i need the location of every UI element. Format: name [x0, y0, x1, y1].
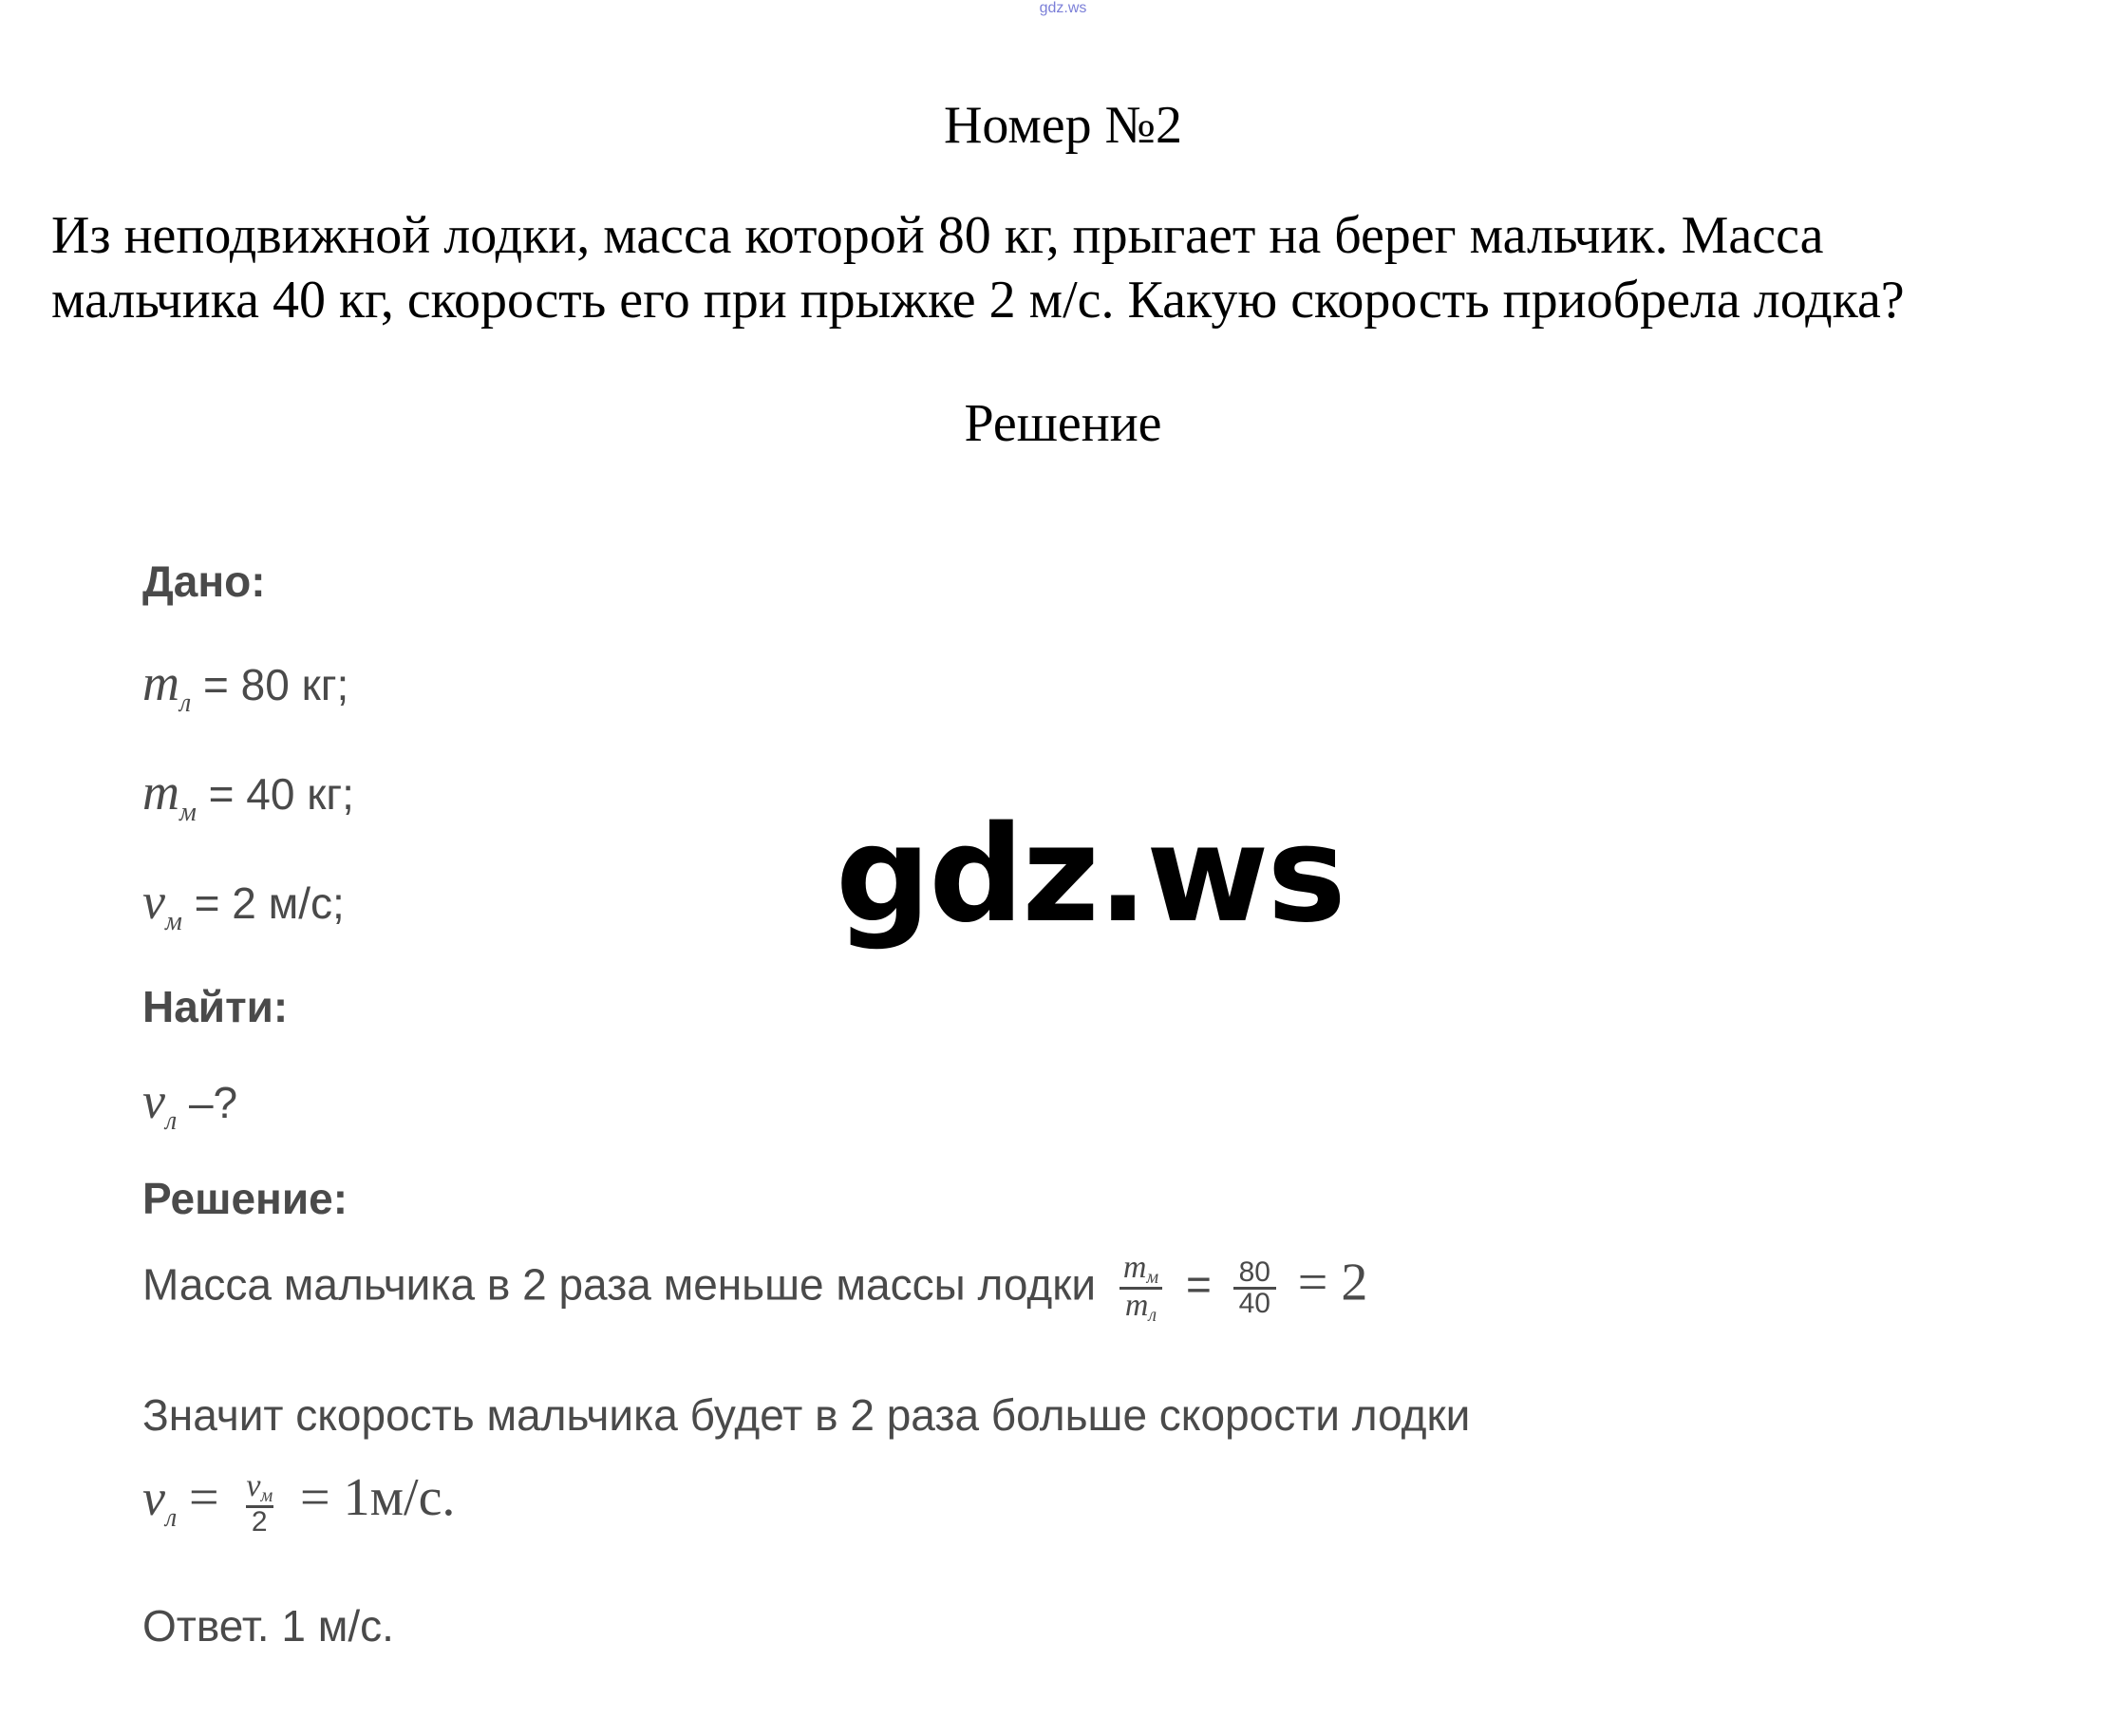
- solution-heading: Решение: [964, 394, 1162, 453]
- speed-formula: [142, 1467, 455, 1537]
- numerator-subscript: м: [260, 1484, 273, 1506]
- symbol: v: [142, 1072, 165, 1129]
- step1-line: [142, 1252, 1367, 1325]
- step1-text: Масса мальчика в 2 раза меньше массы лодки: [142, 1259, 1097, 1310]
- result: = 2: [1297, 1253, 1368, 1312]
- result: = 1м/с.: [299, 1468, 456, 1527]
- step2-text: Значит скорость мальчика будет в 2 раза больше скорости лодки: [142, 1390, 1471, 1440]
- subscript: м: [179, 798, 197, 827]
- problem-line-1: Из неподвижной лодки, масса которой 80 кг, прыгает на берег мальчик. Масса: [51, 206, 1824, 265]
- numerator: 80: [1238, 1256, 1270, 1288]
- site-link[interactable]: gdz.ws: [1039, 0, 1087, 16]
- numerator-subscript: м: [1146, 1267, 1159, 1288]
- subscript: л: [179, 689, 192, 718]
- given-label: Дано:: [142, 557, 266, 606]
- answer: Ответ. 1 м/с.: [142, 1601, 394, 1651]
- mass-ratio-fraction: [1118, 1252, 1164, 1325]
- symbol: m: [142, 654, 179, 711]
- value: –?: [177, 1078, 238, 1127]
- given-mass-boy: [142, 763, 354, 828]
- find-speed-boat: [142, 1071, 237, 1137]
- problem-line-2: мальчика 40 кг, скорость его при прыжке 2 м/с. Какую скорость приобрела лодка?: [51, 271, 1905, 330]
- denominator-symbol: m: [1124, 1288, 1149, 1323]
- subscript: л: [164, 1503, 178, 1533]
- given-speed-boy: [142, 872, 345, 937]
- speed-fraction: [240, 1467, 278, 1538]
- page-title: Номер №2: [943, 96, 1183, 155]
- subscript: л: [164, 1106, 178, 1136]
- problem-text: [51, 203, 2093, 332]
- symbol: v: [142, 1469, 165, 1526]
- value: = 40 кг;: [196, 769, 354, 819]
- numerator-symbol: m: [1122, 1250, 1147, 1285]
- denominator: 40: [1233, 1287, 1276, 1318]
- watermark: gdz.ws: [836, 798, 1345, 953]
- numeric-fraction: [1233, 1258, 1276, 1318]
- denominator: 2: [246, 1505, 273, 1537]
- symbol: m: [142, 764, 179, 821]
- subscript: м: [164, 907, 182, 936]
- symbol: v: [142, 873, 165, 930]
- find-label: Найти:: [142, 982, 289, 1031]
- value: = 2 м/с;: [181, 878, 345, 928]
- equals-sign: =: [188, 1468, 219, 1527]
- denominator-subscript: л: [1148, 1305, 1157, 1326]
- solution-label: Решение:: [142, 1174, 348, 1223]
- numerator-symbol: v: [246, 1467, 261, 1503]
- given-mass-boat: [142, 653, 348, 719]
- equals-sign: =: [1185, 1259, 1212, 1310]
- value: = 80 кг;: [191, 660, 349, 709]
